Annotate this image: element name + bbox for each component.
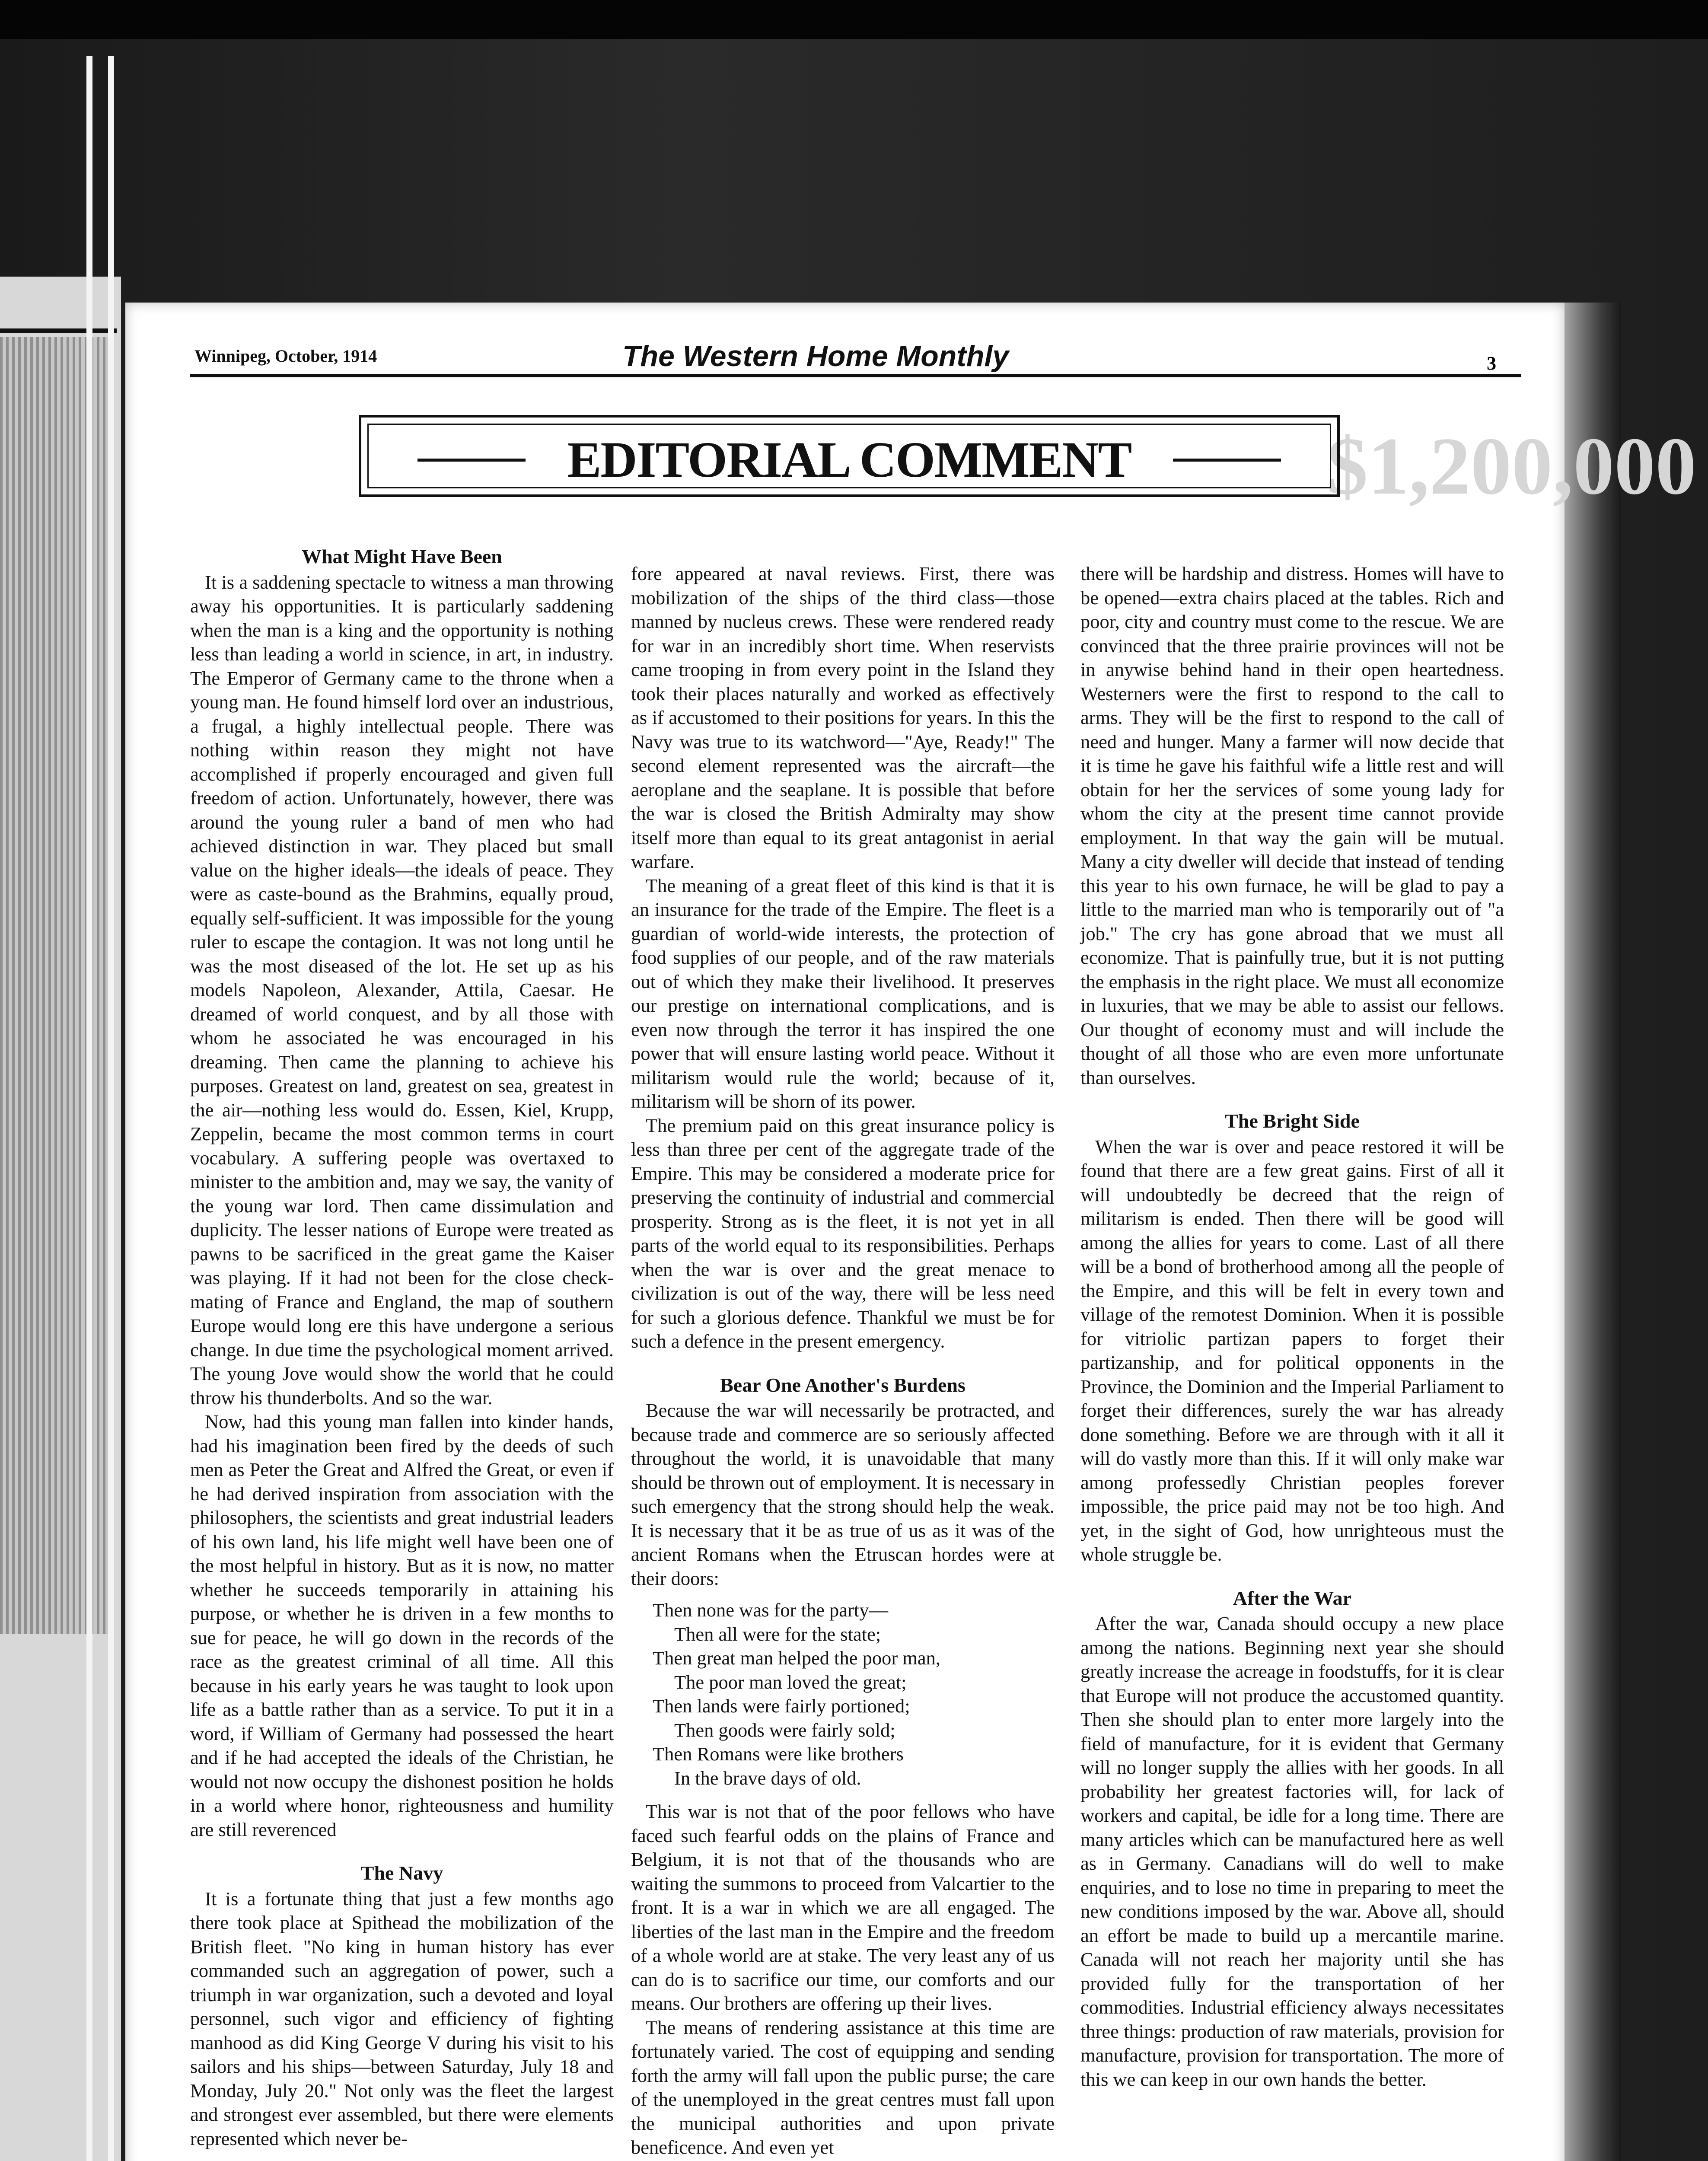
article-paragraph: When the war is over and peace restored it will be found that there are a few great gains. First of all it will undoubtedly be decreed that the reign of militarism is ended. Then there will be good will among the allies for years to come. Last of all there will be a bond of brotherhood among all the people of the Empire, and this will be felt in every town and village of the remotest Dominion. When it is possible for vitriolic partizan papers to forget their partizanship, and for political opponents in the Province, the Dominion and the Imperial Parliament to forget their differences, surely the war has already done something. Before we are through with it all it will do vastly more than this. If it will only make war among professedly Christian peoples forever impossible, the price paid may not be too high. And yet, in the sight of God, how unrighteous must the whole struggle be. <box>1080 1135 1504 1565</box>
binding-stripe <box>86 56 92 2161</box>
previous-page-rule <box>0 328 117 333</box>
poem-line: Then all were for the state; <box>674 1623 881 1645</box>
section-title: EDITORIAL COMMENT <box>567 431 1131 488</box>
poem-line: The poor man loved the great; <box>674 1671 907 1693</box>
poem-line: Then Romans were like brothers <box>653 1743 904 1765</box>
article-heading: What Might Have Been <box>302 545 502 567</box>
page-number: 3 <box>1487 353 1496 374</box>
header-rule <box>190 374 1521 377</box>
article-heading: After the War <box>1233 1587 1352 1609</box>
article-paragraph: After the war, Canada should occupy a new place among the nations. Beginning next year she should greatly increase the acreage in foodstuffs, for it is clear that Europe will not produce the accustomed quantity. Then she should plan to enter more largely into the field of manufacture, for it is evident that Germany will no longer supply the allies with her goods. In all probability her greatest factories will, for lack of workers and capital, be idle for a long time. There are many articles which can be manufactured here as well as in Germany. Canadians will do well to make enquiries, and to lose no time in preparing to meet the new conditions imposed by the war. Above all, should an effort be made to build up a mercantile marine. Canada will not reach her majority until she has provided fully for the transportation of her commodities. Industrial efficiency always necessitates three things: production of raw materials, provision for manufacture, provision for transportation. The more of this we can keep in our own hands the better. <box>1080 1613 1504 2090</box>
poem-line: In the brave days of old. <box>674 1767 861 1789</box>
article-paragraph: The premium paid on this great insurance policy is less than three per cent of the aggregate trade of the Empire. This may be considered a moderate price for preserving the continuity of industrial and commercial prosperity. Strong as is the fleet, it is not yet in all parts of the world equal to its responsibilities. Perhaps when the war is over and the great menace to civilization is out of the way, there will be less need for such a glorious defence. Thankful we must be for such a defence in the present emergency. <box>631 1114 1055 1352</box>
article-paragraph: fore appeared at naval reviews. First, there was mobilization of the ships of the third class—those manned by nucleus crews. These were rendered ready for war in an incredibly short time. When reservists came trooping in from every point in the Island they took their places naturally and worked as effectively as if accustomed to their positions for years. In this the Navy was true to its watchword—"Aye, Ready!" The second element represented was the aircraft—the aeroplane and the seaplane. It is possible that before the war is closed the British Admiralty may show itself more than equal to its great antagonist in aerial warfare. <box>631 563 1055 872</box>
article-paragraph: The means of rendering assistance at this time are fortunately varied. The cost of equipping and sending forth the army will fall upon the public purse; the care of the unemployed in the great centres must fall upon the municipal authorities and upon private beneficence. And even yet <box>631 2016 1055 2158</box>
poem-line: Then lands were fairly portioned; <box>653 1695 910 1717</box>
article-paragraph: This war is not that of the poor fellows who have faced such fearful odds on the plains of France and Belgium, it is not that of the thousands who are waiting the summons to proceed from Valcartier to the front. It is a war in which we are all engaged. The liberties of the last man in the Empire and the freedom of a whole world are at stake. The very least any of us can do is to sacrifice our time, our comforts and our means. Our brothers are offering up their lives. <box>631 1801 1055 2014</box>
binding-stripe <box>108 56 114 2161</box>
article-paragraph: It is a fortunate thing that just a few months ago there took place at Spithead the mobilization of the British fleet. "No king in human history has ever commanded such an aggregation of power, such a triumph in war organization, such a devoted and loyal personnel, such vigor and efficiency of fighting manhood as did King George V during his visit to his sailors and his ships—between Saturday, July 18 and Monday, July 20." Not only was the fleet the largest and strongest ever assembled, but there were elements represented which never be- <box>190 1887 614 2149</box>
bleed-through-text: $1,200,000 <box>1327 421 1696 512</box>
article-heading: The Navy <box>360 1862 443 1884</box>
magazine-title: The Western Home Monthly <box>622 340 1009 373</box>
column-3 <box>1080 562 1504 2091</box>
article-heading: The Bright Side <box>1225 1110 1360 1132</box>
article-paragraph: It is a saddening spectacle to witness a man throwing away his opportunities. It is particularly saddening when the man is a king and the opportunity is nothing less than leading a world in science, in art, in industry. The Emperor of Germany came to the throne when a young man. He found himself lord over an industrious, a frugal, a highly intellectual people. There was nothing within reason they might not have accomplished if properly encouraged and given full freedom of action. Unfortunately, however, there was around the young ruler a band of men who had achieved distinction in war. They placed but small value on the higher ideals—the ideals of peace. They were as caste-bound as the Brahmins, equally proud, equally self-sufficient. It was impossible for the young ruler to escape the contagion. It was not long until he was the most diseased of the lot. He set up as his models Napoleon, Alexander, Attila, Caesar. He dreamed of world conquest, and by all those with whom he associated he was encouraged in his dreaming. Then came the planning to achieve his purposes. Greatest on land, greatest on sea, greatest in the air—nothing less would do. Essen, Kiel, Krupp, Zeppelin, became the most common terms in court vocabulary. A suffering people was overtaxed to minister to the ambition and, may we say, the vanity of the young war lord. Then came dissimulation and duplicity. The lesser nations of Europe were treated as pawns to be sacrificed in the great game the Kaiser was playing. If it had not been for the close check-mating of France and England, the map of southern Europe would long ere this have undergone a serious change. In due time the psychological moment arrived. The young Jove would show the world that he could throw his thunderbolts. And so the war. <box>190 571 614 1409</box>
article-paragraph: Now, had this young man fallen into kinder hands, had his imagination been fired by the deeds of such men as Peter the Great and Alfred the Great, or even if he had derived inspiration from association with the philosophers, the scientists and great industrial leaders of his own land, his life might well have been one of the most helpful in history. But as it is now, no matter whether he succeeds temporarily in attaining his purpose, or whether he is driven in a few months to sue for peace, he will go down in the records of the race as the greatest criminal of all time. All this because in his early years he was taught to look upon life as a battle rather than as a service. To put it in a word, if William of Germany had possessed the heart and if he had accepted the ideals of the Christian, he would not now occupy the dishonest position he holds in a world where honor, righteousness and humility are still reverenced <box>190 1411 614 1840</box>
issue-date: Winnipeg, October, 1914 <box>194 346 377 366</box>
article-heading: Bear One Another's Burdens <box>720 1374 966 1396</box>
column-2 <box>631 562 1055 2160</box>
column-1 <box>190 545 614 2151</box>
article-paragraph: Because the war will necessarily be protracted, and because trade and commerce are so seriously affected throughout the world, it is unavoidable that many should be thrown out of employment. It is necessary in such emergency that the strong should help the weak. It is necessary that it be as true of us as it was of the ancient Romans when the Etruscan hordes were at their doors: <box>631 1399 1055 1589</box>
poem-line: Then goods were fairly sold; <box>674 1719 895 1741</box>
poem-line: Then none was for the party— <box>653 1599 888 1621</box>
article-paragraph: there will be hardship and distress. Homes will have to be opened—extra chairs placed at the tables. Rich and poor, city and country must come to the rescue. We are convinced that the three prairie provinces will not be in anywise behind hand in their open heartedness. Westerners were the first to respond to the call to arms. They will be the first to respond to the call of need and hunger. Many a farmer will now decide that it is time he gave his faithful wife a little rest and will obtain for her the services of some young lady for whom the city at the present time cannot provide employment. In that way the gain will be mutual. Many a city dweller will decide that instead of tending this year to his own furnace, he will be glad to pay a little to the married man who is temporarily out of "a job." The cry has gone abroad that we must all economize. That is painfully true, but it is not putting the emphasis in the right place. We must all economize in luxuries, that we may be able to assist our fellows. Our thought of economy must and will include the thought of all those who are even more unfortunate than ourselves. <box>1080 563 1504 1088</box>
page-stack-edge <box>1556 303 1621 2161</box>
magazine-page <box>125 303 1696 2161</box>
poem-quote <box>653 1598 1055 1790</box>
article-paragraph: The meaning of a great fleet of this kind is that it is an insurance for the trade of the Empire. The fleet is a guardian of world-wide interests, the protection of food supplies of our people, and of the raw materials out of which they make their livelihood. It preserves our prestige on international complications, and is even now through the terror it has inspired the one power that will ensure lasting world peace. Without it militarism would rule the world; because of it, militarism will be shorn of its power. <box>631 874 1055 1112</box>
previous-page-edge <box>0 277 121 2161</box>
poem-line: Then great man helped the poor man, <box>653 1647 941 1669</box>
editorial-banner <box>359 415 1340 497</box>
